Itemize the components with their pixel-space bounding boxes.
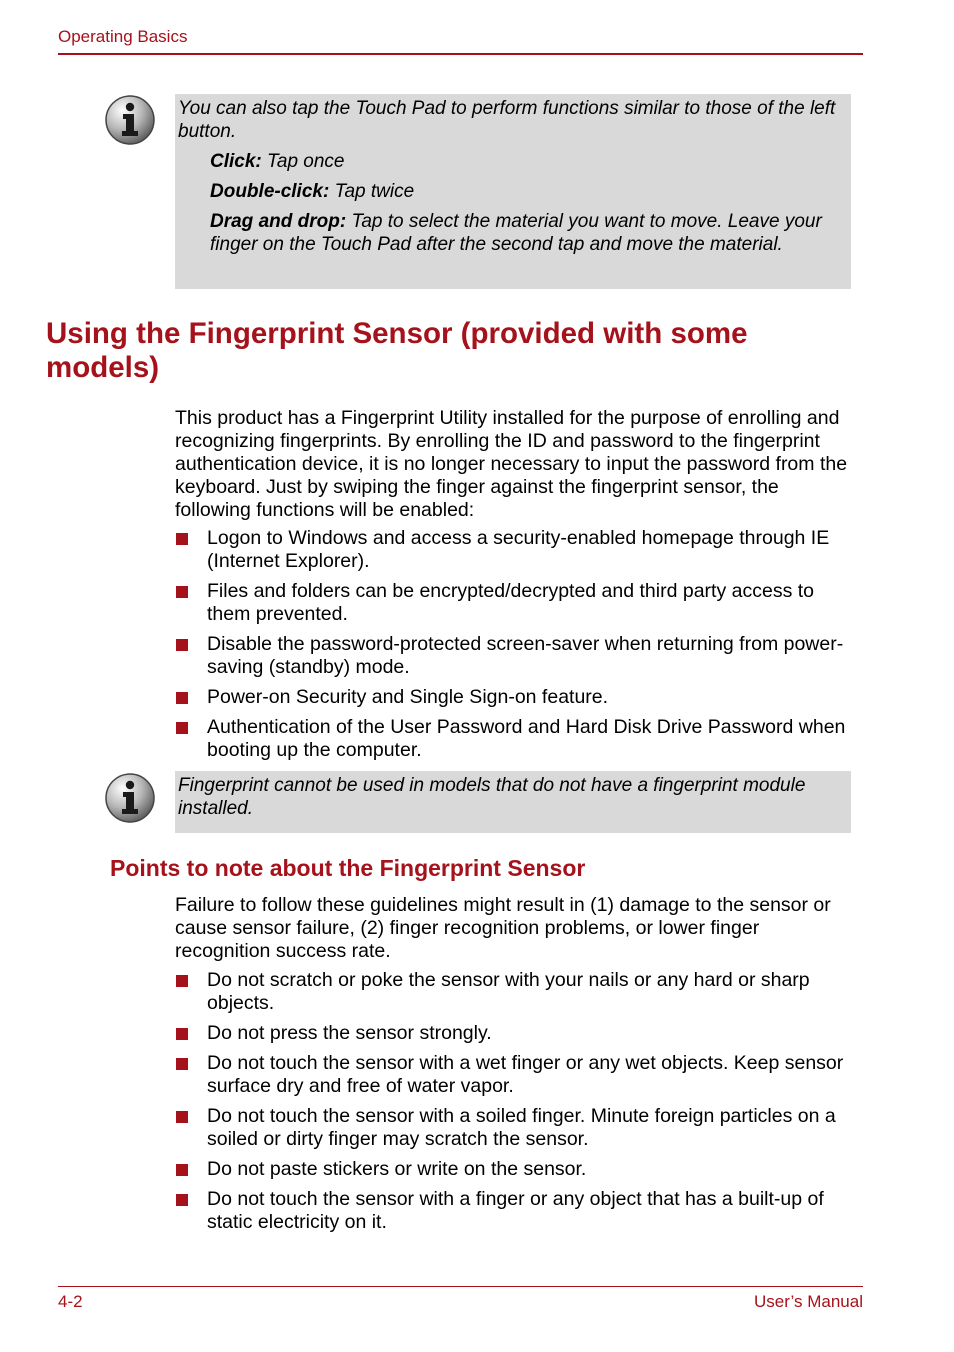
list-item: Authentication of the User Password and Hard Disk Drive Password when booting up the computer. <box>175 716 855 762</box>
list-item: Do not touch the sensor with a finger or any object that has a built-up of static electricity on it. <box>175 1188 855 1234</box>
bullet-square-icon <box>176 722 188 734</box>
note-text: Fingerprint cannot be used in models that do not have a fingerprint module installed. <box>178 775 806 819</box>
bullet-square-icon <box>176 1111 188 1123</box>
list-item: Do not scratch or poke the sensor with your nails or any hard or sharp objects. <box>175 969 855 1015</box>
bullet-square-icon <box>176 1058 188 1070</box>
bullet-square-icon <box>176 1164 188 1176</box>
section-title: Using the Fingerprint Sensor (provided with some models) <box>46 317 748 384</box>
list-item: Files and folders can be encrypted/decrypted and third party access to them prevented. <box>175 580 855 626</box>
bullet-square-icon <box>176 975 188 987</box>
section-intro-paragraph: This product has a Fingerprint Utility installed for the purpose of enrolling and recognizing fingerprints. By enrolling the ID and password to the fingerprint authentication device, it is no longer necessary to input the password from the keyboard. Just by swiping the finger against the fingerprint sensor, the following functions will be enabled: <box>175 407 848 521</box>
note-intro: You can also tap the Touch Pad to perform functions similar to those of the left button. <box>178 98 836 142</box>
note-item-click: Click: Tap once <box>210 151 345 172</box>
bullet-square-icon <box>176 586 188 598</box>
list-item: Power-on Security and Single Sign-on feature. <box>175 686 855 709</box>
list-item: Do not press the sensor strongly. <box>175 1022 855 1045</box>
list-item: Do not touch the sensor with a soiled finger. Minute foreign particles on a soiled or dirty finger may scratch the sensor. <box>175 1105 855 1151</box>
subsection-title: Points to note about the Fingerprint Sensor <box>110 855 586 881</box>
bullet-square-icon <box>176 1194 188 1206</box>
footer-rule <box>58 1286 863 1287</box>
note-box-fingerprint <box>175 771 851 833</box>
info-icon <box>104 772 156 824</box>
bullet-square-icon <box>176 639 188 651</box>
subsection-intro-paragraph: Failure to follow these guidelines might result in (1) damage to the sensor or cause sensor failure, (2) finger recognition problems, or lower finger recognition success rate. <box>175 894 831 962</box>
info-icon <box>104 94 156 146</box>
running-header: Operating Basics <box>58 27 188 46</box>
list-item: Do not paste stickers or write on the sensor. <box>175 1158 855 1181</box>
feature-list <box>175 527 855 769</box>
list-item: Disable the password-protected screen-saver when returning from power-saving (standby) mode. <box>175 633 855 679</box>
list-item: Do not touch the sensor with a wet finger or any wet objects. Keep sensor surface dry and free of water vapor. <box>175 1052 855 1098</box>
bullet-square-icon <box>176 692 188 704</box>
guideline-list <box>175 969 855 1241</box>
bullet-square-icon <box>176 1028 188 1040</box>
note-item-double-click: Double-click: Tap twice <box>210 181 415 202</box>
note-item-drag-and-drop: Drag and drop: Tap to select the material you want to move. Leave your finger on the Touch Pad after the second tap and move the material. <box>210 211 822 255</box>
page-number: 4-2 <box>58 1292 83 1311</box>
note-box-touchpad <box>175 94 851 289</box>
list-item: Logon to Windows and access a security-enabled homepage through IE (Internet Explorer). <box>175 527 855 573</box>
header-rule <box>58 53 863 55</box>
bullet-square-icon <box>176 533 188 545</box>
manual-title: User’s Manual <box>754 1292 863 1311</box>
